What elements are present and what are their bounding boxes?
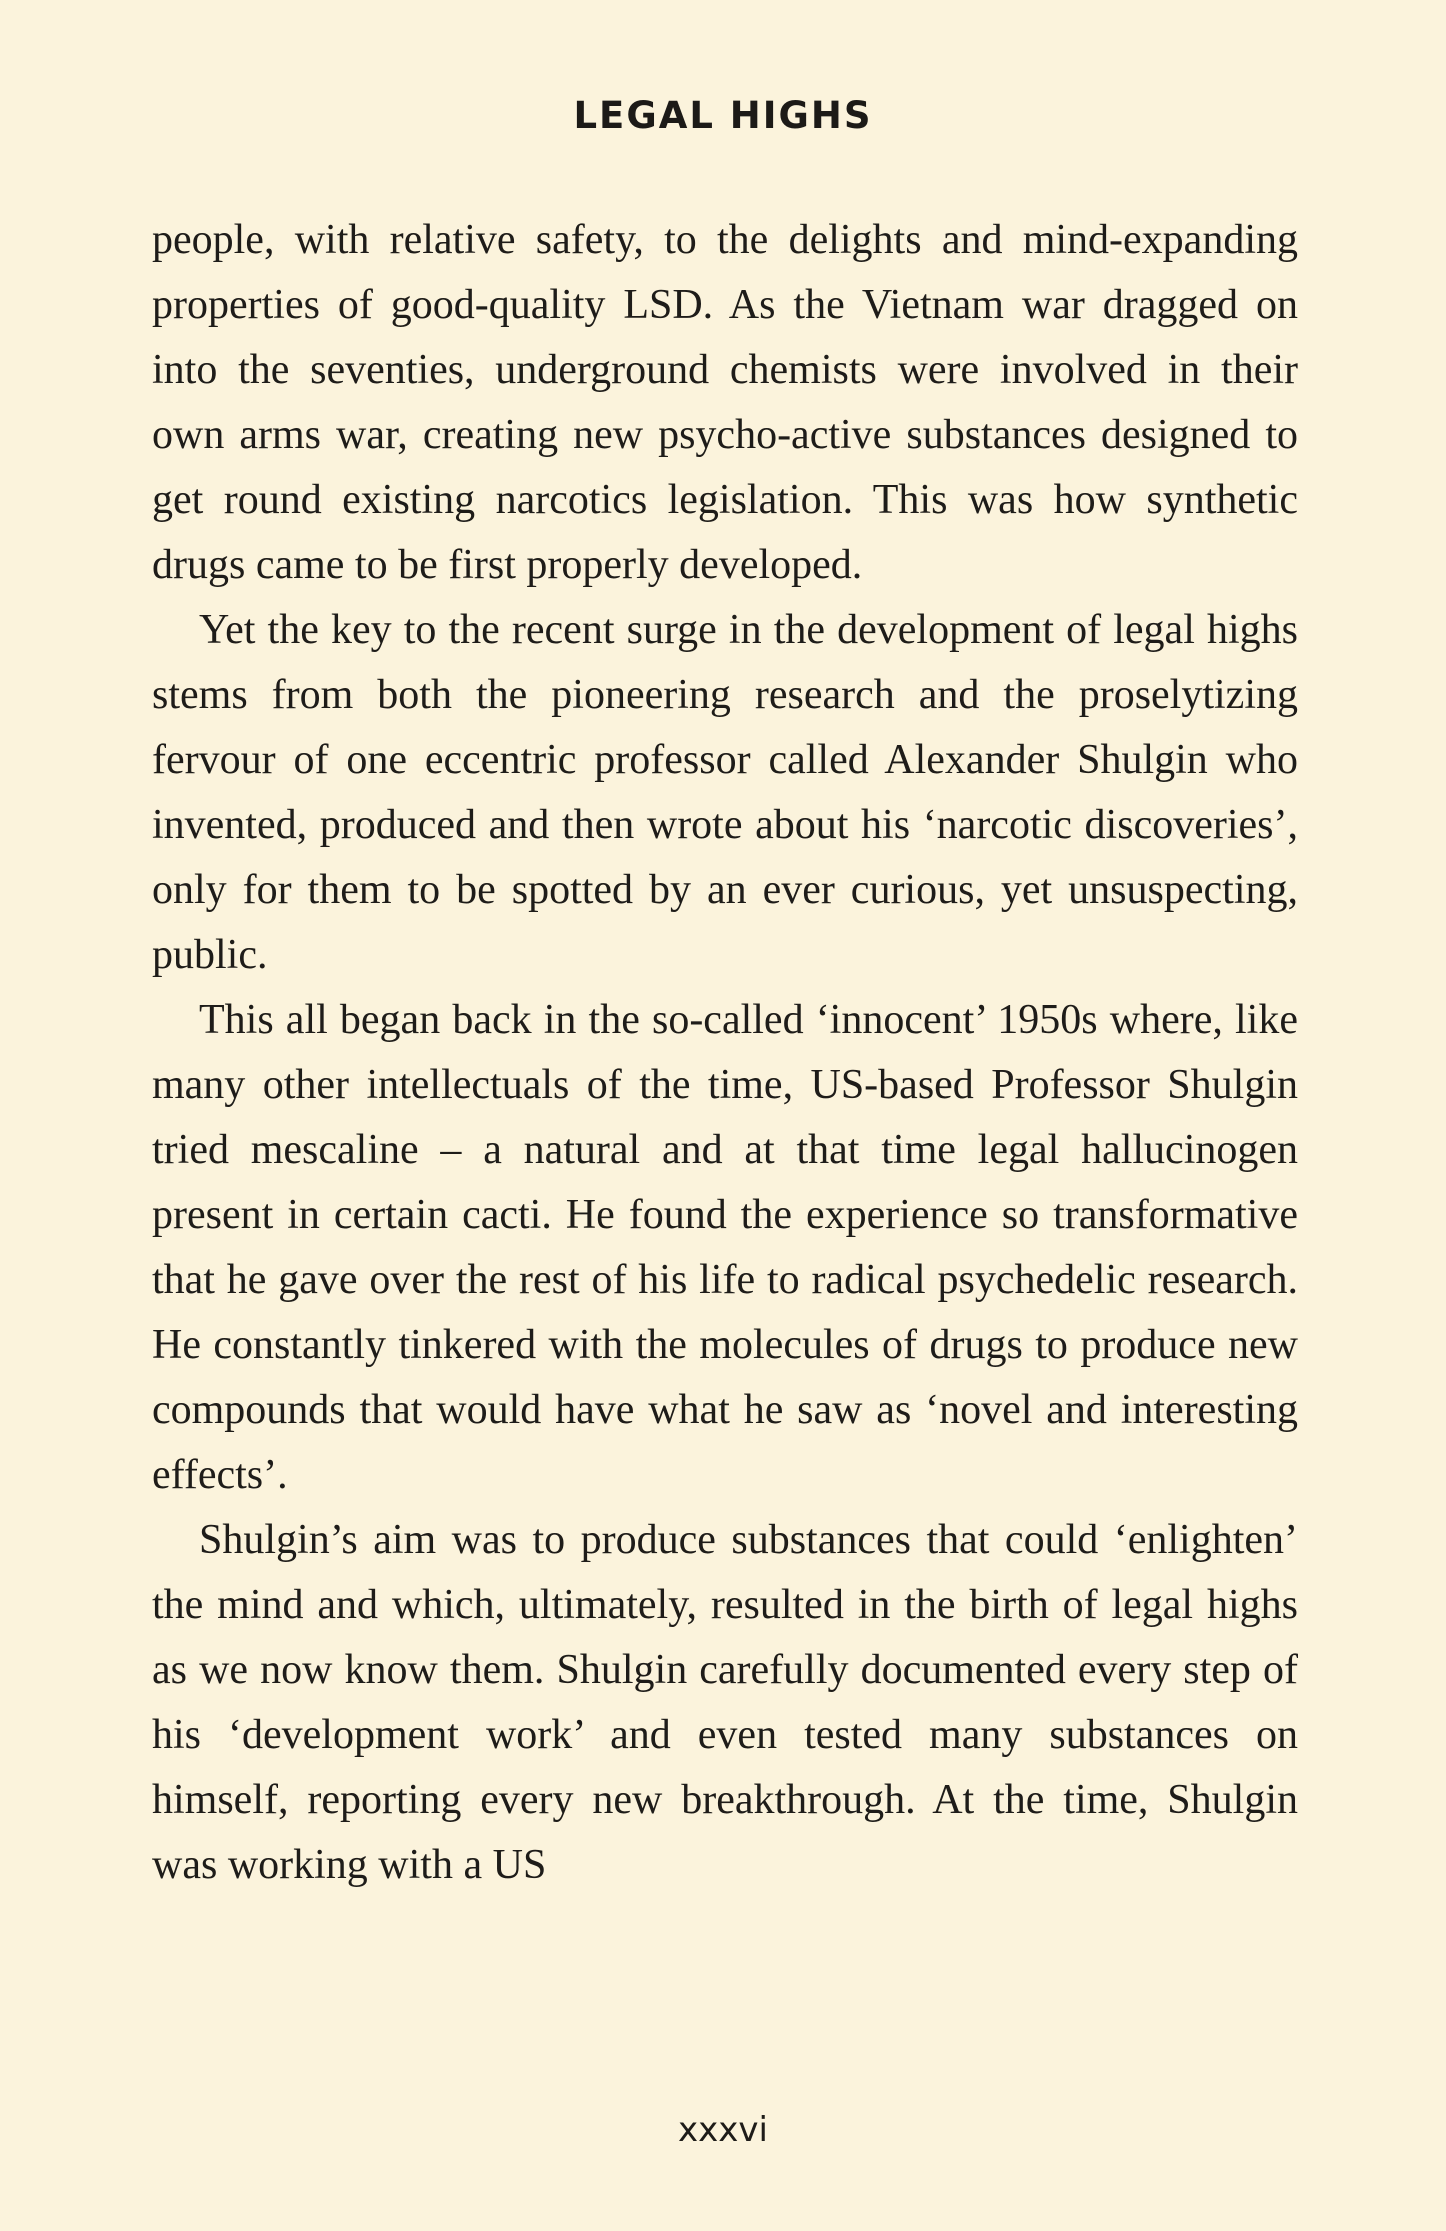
body-text <box>152 208 1298 1898</box>
page-number: xxxvi <box>678 2110 768 2150</box>
paragraph-1950s: This all began back in the so-called ‘innocent’ 1950s where, like many other intellectuals of the time, US-based Professor Shulgin tried mescaline – a natural and at that time legal hallucinogen present in certain cacti. He found the experience so transformative that he gave over the rest of his life to radical psychedelic research. He constantly tinkered with the molecules of drugs to produce new compounds that would have what he saw as ‘novel and interesting effects’. <box>152 997 1298 1498</box>
paragraph-shulgin-intro: Yet the key to the recent surge in the development of legal highs stems from both the pioneering research and the proselytizing fervour of one eccentric professor called Alexander Shulgin who invented, produced and then wrote about his ‘narcotic discoveries’, only for them to be spotted by an ever curious, yet unsuspecting, public. <box>152 607 1298 978</box>
paragraph-continued: people, with relative safety, to the delights and mind-expanding properties of good-quality LSD. As the Vietnam war dragged on into the seventies, underground chemists were involved in their own arms war, creating new psycho-active substances designed to get round existing narcotics legislation. This was how synthetic drugs came to be first properly developed. <box>152 217 1298 588</box>
paragraph-shulgin-aim: Shulgin’s aim was to produce substances that could ‘enlighten’ the mind and which, ultimately, resulted in the birth of legal highs as we now know them. Shulgin carefully documented every step of his ‘development work’ and even tested many substances on himself, reporting every new breakthrough. At the time, Shulgin was working with a US <box>152 1517 1298 1888</box>
running-head: LEGAL HIGHS <box>573 94 873 137</box>
